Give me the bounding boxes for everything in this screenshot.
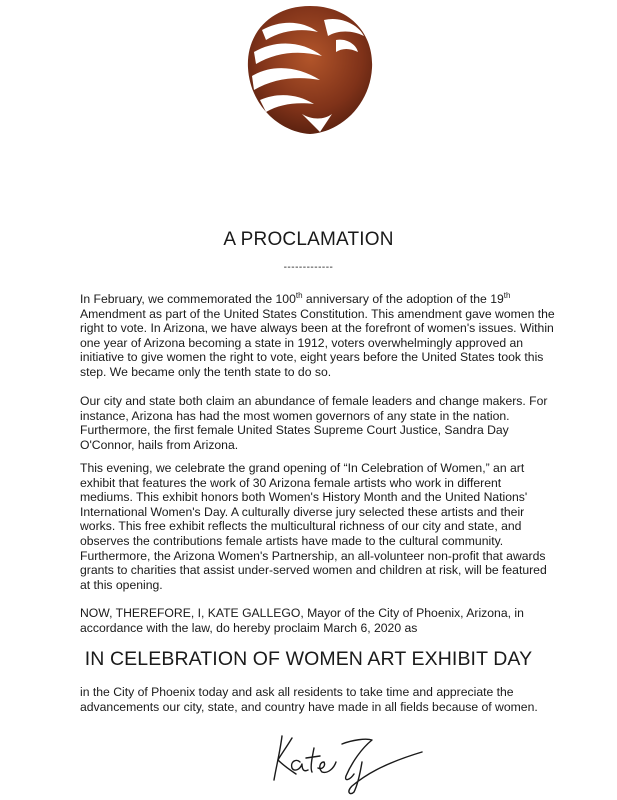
proclaimed-day-headline: IN CELEBRATION OF WOMEN ART EXHIBIT DAY xyxy=(84,648,533,670)
paragraph-female-leaders: Our city and state both claim an abundance of female leaders and change makers. For instance, Arizona has had the most women governors of any state in the nation. Furthermore, the first female United States Supreme Court Justice, Sandra Day O'Connor, hails from Arizona. xyxy=(80,394,548,452)
paragraph-19th-amendment: In February, we commemorated the 100th anniversary of the adoption of the 19th Amendment as part of the United States Constitution. This amendment gave women the right to vote. In Arizona, we have always been at the forefront of women's issues. Within one year of Arizona becoming a state in 1912, voters overwhelmingly approved an initiative to give women the right to vote, eight years before the United States took this step. We became only the tenth state to do so. xyxy=(80,290,555,379)
closing-paragraph: in the City of Phoenix today and ask all residents to take time and appreciate the advancements our city, state, and country have made in all fields because of women. xyxy=(80,685,538,714)
phoenix-bird-logo-icon xyxy=(240,0,380,140)
paragraph-proclaim: NOW, THEREFORE, I, KATE GALLEGO, Mayor of the City of Phoenix, Arizona, in accordance with the law, do hereby proclaim March 6, 2020 as xyxy=(80,606,524,635)
title-divider: ------------- xyxy=(283,262,334,273)
paragraph-art-exhibit: This evening, we celebrate the grand opening of “In Celebration of Women,” an art exhibit that features the work of 30 Arizona female artists who work in different mediums. This exhibit honors both Women's History Month and the United Nations' International Women's Day. A culturally diverse jury selected these artists and their works. This free exhibit reflects the multicultural richness of our city and state, and observes the contributions female artists have made to the cultural community. Furthermore, the Arizona Women's Partnership, an all-volunteer non-profit that awards grants to charities that assist under-served women and children at risk, will be featured at this opening. xyxy=(80,461,547,592)
proclamation-title: A PROCLAMATION xyxy=(223,229,394,250)
handwritten-signature-icon xyxy=(262,718,432,798)
